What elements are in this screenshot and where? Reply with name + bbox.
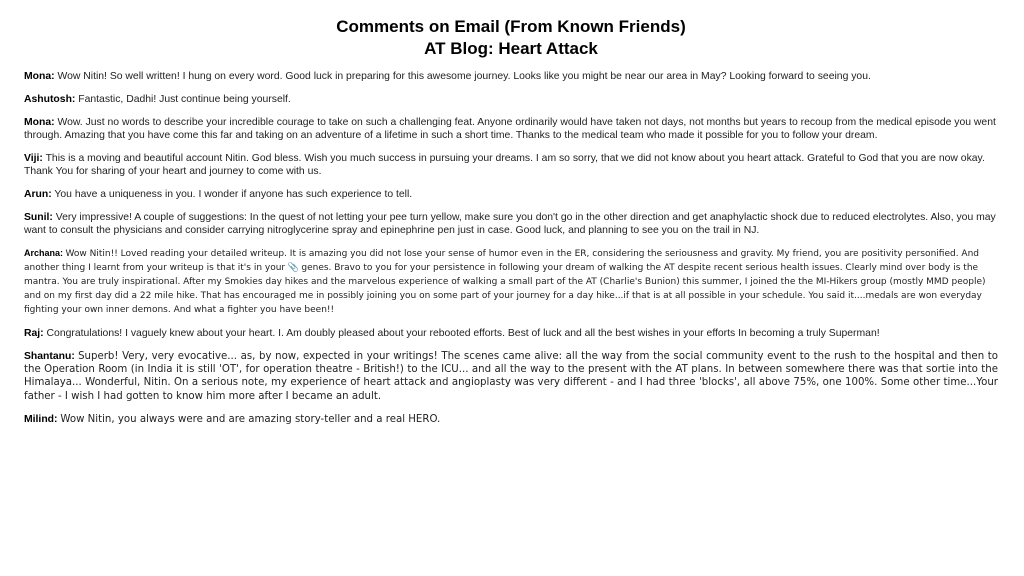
comment-viji [24,152,998,178]
comment-text: Congratulations! I vaguely knew about your heart. I. Am doubly pleased about your rebooted efforts. Best of luck and all the best wishes in your efforts In becoming a truly Superman! [46,328,880,339]
comment-text: You have a uniqueness in you. I wonder if anyone has such experience to tell. [54,189,413,200]
comments-list [24,70,998,426]
commenter-name: Sunil: [24,212,53,223]
comment-text: Wow Nitin! So well written! I hung on every word. Good luck in preparing for this awesome journey. Looks like you might be near our area in May? Looking forward to seeing you. [57,71,871,82]
comment-milind [24,413,998,426]
commenter-name: Raj: [24,328,44,339]
comment-text: Fantastic, Dadhi! Just continue being yourself. [78,94,291,105]
slide-title [24,16,998,60]
comment-mona-2 [24,116,998,142]
commenter-name: Ashutosh: [24,94,76,105]
comment-text-after-icon: genes. Bravo to you for your persistence in following your dream of walking the AT despite recent serious health issues. Clearly mind over body is the mantra. You are truly inspirational. After my Smokies day hikes and the marvelous experience of walking a small part of the AT (Charlie's Bunion) this summer, I joined the the MI-Hikers group (mostly MMD people) and on my first day did a 22 mile hike. That has encouraged me in possibly joining you on some part of your journey for a day hike...if that is at all possible in your schedule. You said it....medals are won everyday fighting your own inner demons. And what a fighter you have been!! [24,263,986,315]
comment-text: Very impressive! A couple of suggestions: In the quest of not letting your pee turn yellow, make sure you don't go in the other direction and get anaphylactic shock due to reduced electrolytes. Also, you may want to consult the physicians and consider carrying nitroglycerine spray and epinephrine pen just in case. Good luck, and planning to see you on the trail in NJ. [24,212,996,236]
commenter-name: Arun: [24,189,52,200]
comment-arun [24,188,998,201]
title-line-2: AT Blog: Heart Attack [424,39,598,58]
comment-sunil [24,211,998,237]
commenter-name: Milind: [24,413,58,425]
commenter-name: Shantanu: [24,351,75,362]
comment-text: Wow Nitin, you always were and are amazing story-teller and a real HERO. [60,413,441,425]
comment-text: This is a moving and beautiful account Nitin. God bless. Wish you much success in pursuing your dreams. I am so sorry, that we did not know about you heart attack. Grateful to God that you are now okay. Thank You for sharing of your heart and journey to come with us. [24,153,985,177]
commenter-name: Viji: [24,153,43,164]
comment-archana [24,247,998,317]
paperclip-icon: 📎 [287,262,299,272]
comment-mona-1 [24,70,998,83]
commenter-name: Archana: [24,248,64,258]
title-line-1: Comments on Email (From Known Friends) [336,17,686,36]
comment-raj [24,327,998,340]
comment-shantanu [24,350,998,403]
commenter-name: Mona: [24,71,55,82]
comment-ashutosh [24,93,998,106]
comment-text: Wow. Just no words to describe your incredible courage to take on such a challenging feat. Anyone ordinarily would have taken not days, not months but years to recoup from the medical episode you went through. Amazing that you have come this far and taking on an adventure of a lifetime in such a short time. Thanks to the medical team who made it possible for you to follow your dream. [24,117,996,141]
commenter-name: Mona: [24,117,55,128]
comment-text-before-icon: Wow Nitin!! Loved reading your detailed writeup. It is amazing you did not lose your sense of humor even in the ER, considering the seriousness and gravity. My friend, you are positivity personified. And another thing I learnt from your writeup is that it's in your [24,249,979,273]
comment-text: Superb! Very, very evocative... as, by now, expected in your writings! The scenes came alive: all the way from the social community event to the rush to the hospital and then to the Operation Room (in India it is still 'OT', for operation theatre - British!) to the ICU... and all the way to the present with the AT plans. In between somewhere there was that sortie into the Himalaya... Wonderful, Nitin. On a serious note, my experience of heart attack and angioplasty was very different - and I had three 'blocks', all above 75%, one 100%. Some other time...Your father - I wish I had gotten to know him more after I became an adult. [24,351,998,402]
